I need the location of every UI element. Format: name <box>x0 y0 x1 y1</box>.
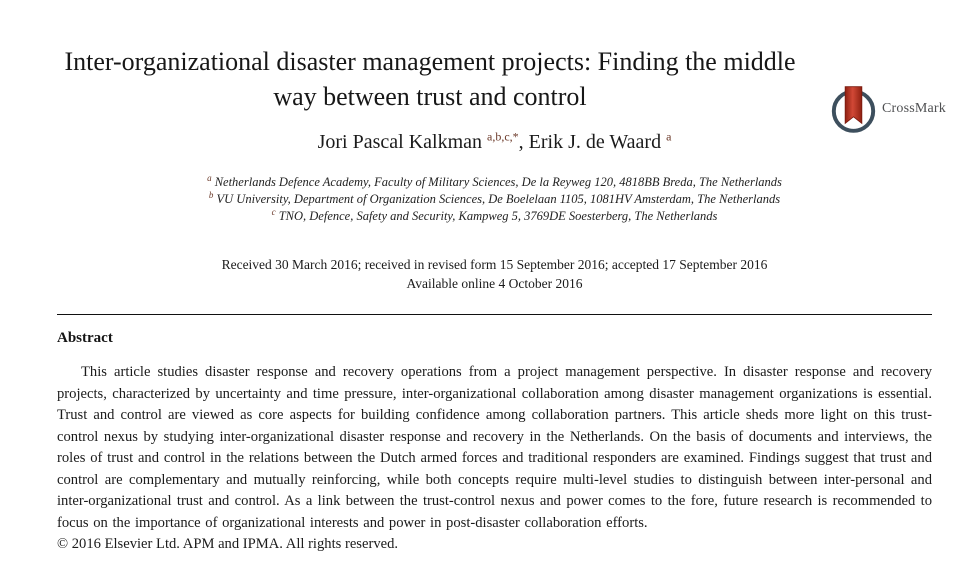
crossmark-label: CrossMark <box>881 100 946 116</box>
affiliation-a-text: Netherlands Defence Academy, Faculty of Military Sciences, De la Reyweg 120, 4818BB Breda, The Netherlands <box>214 175 782 189</box>
received-dates-line: Received 30 March 2016; received in revised form 15 September 2016; accepted 17 September 2016 <box>221 257 768 272</box>
available-online-line: Available online 4 October 2016 <box>406 276 583 291</box>
paper-first-page <box>0 44 965 584</box>
crossmark-badge[interactable] <box>829 84 946 133</box>
abstract-heading: Abstract <box>57 330 113 346</box>
affiliations-block <box>57 174 932 225</box>
author-2-affiliation-marks[interactable]: a <box>666 129 672 144</box>
affiliation-b <box>57 191 932 208</box>
abstract-text: This article studies disaster response and recovery operations from a project management perspective. In disaster response and recovery projects, characterized by uncertainty and time pressure, inter-organizational collaboration among disaster management organizations is essential. Trust and control are viewed as core aspects for building confidence among collaboration partners. This article sheds more light on this trust-control nexus by studying inter-organizational disaster response and recovery in the Netherlands. On the basis of documents and interviews, the roles of trust and control in the relations between the Dutch armed forces and traditional responders are examined. Findings suggest that trust and control are complementary and mutually reinforcing, while both concepts require multi-level studies to distinguish between inter-personal and inter-organizational trust and control. As a link between the trust-control nexus and power comes to the fore, future research is recommended to focus on the importance of organizational interests and power in post-disaster collaboration efforts. <box>57 364 932 531</box>
crossmark-ribbon-icon <box>829 84 878 133</box>
affiliation-b-text: VU University, Department of Organization Sciences, De Boelelaan 1105, 1081HV Amsterdam, The Netherlands <box>216 192 781 206</box>
copyright-line: © 2016 Elsevier Ltd. APM and IPMA. All rights reserved. <box>57 536 399 552</box>
article-history <box>57 255 932 293</box>
affiliation-a-mark: a <box>207 172 212 183</box>
author-line <box>57 131 932 154</box>
author-separator: , <box>518 131 529 153</box>
affiliation-b-mark: b <box>208 189 214 200</box>
affiliation-c <box>57 208 932 225</box>
article-content <box>0 44 965 556</box>
author-name-1: Jori Pascal Kalkman <box>317 131 482 153</box>
affiliation-c-text: TNO, Defence, Safety and Security, Kampweg 5, 3769DE Soesterberg, The Netherlands <box>278 209 718 223</box>
article-title: Inter-organizational disaster management projects: Finding the middle way between trust and control <box>64 47 796 111</box>
abstract-divider-rule <box>57 314 932 315</box>
affiliation-a <box>57 174 932 191</box>
affiliation-c-mark: c <box>271 206 276 217</box>
author-name-2: Erik J. de Waard <box>528 131 662 153</box>
author-1-affiliation-marks[interactable]: a,b,c,* <box>487 129 519 144</box>
